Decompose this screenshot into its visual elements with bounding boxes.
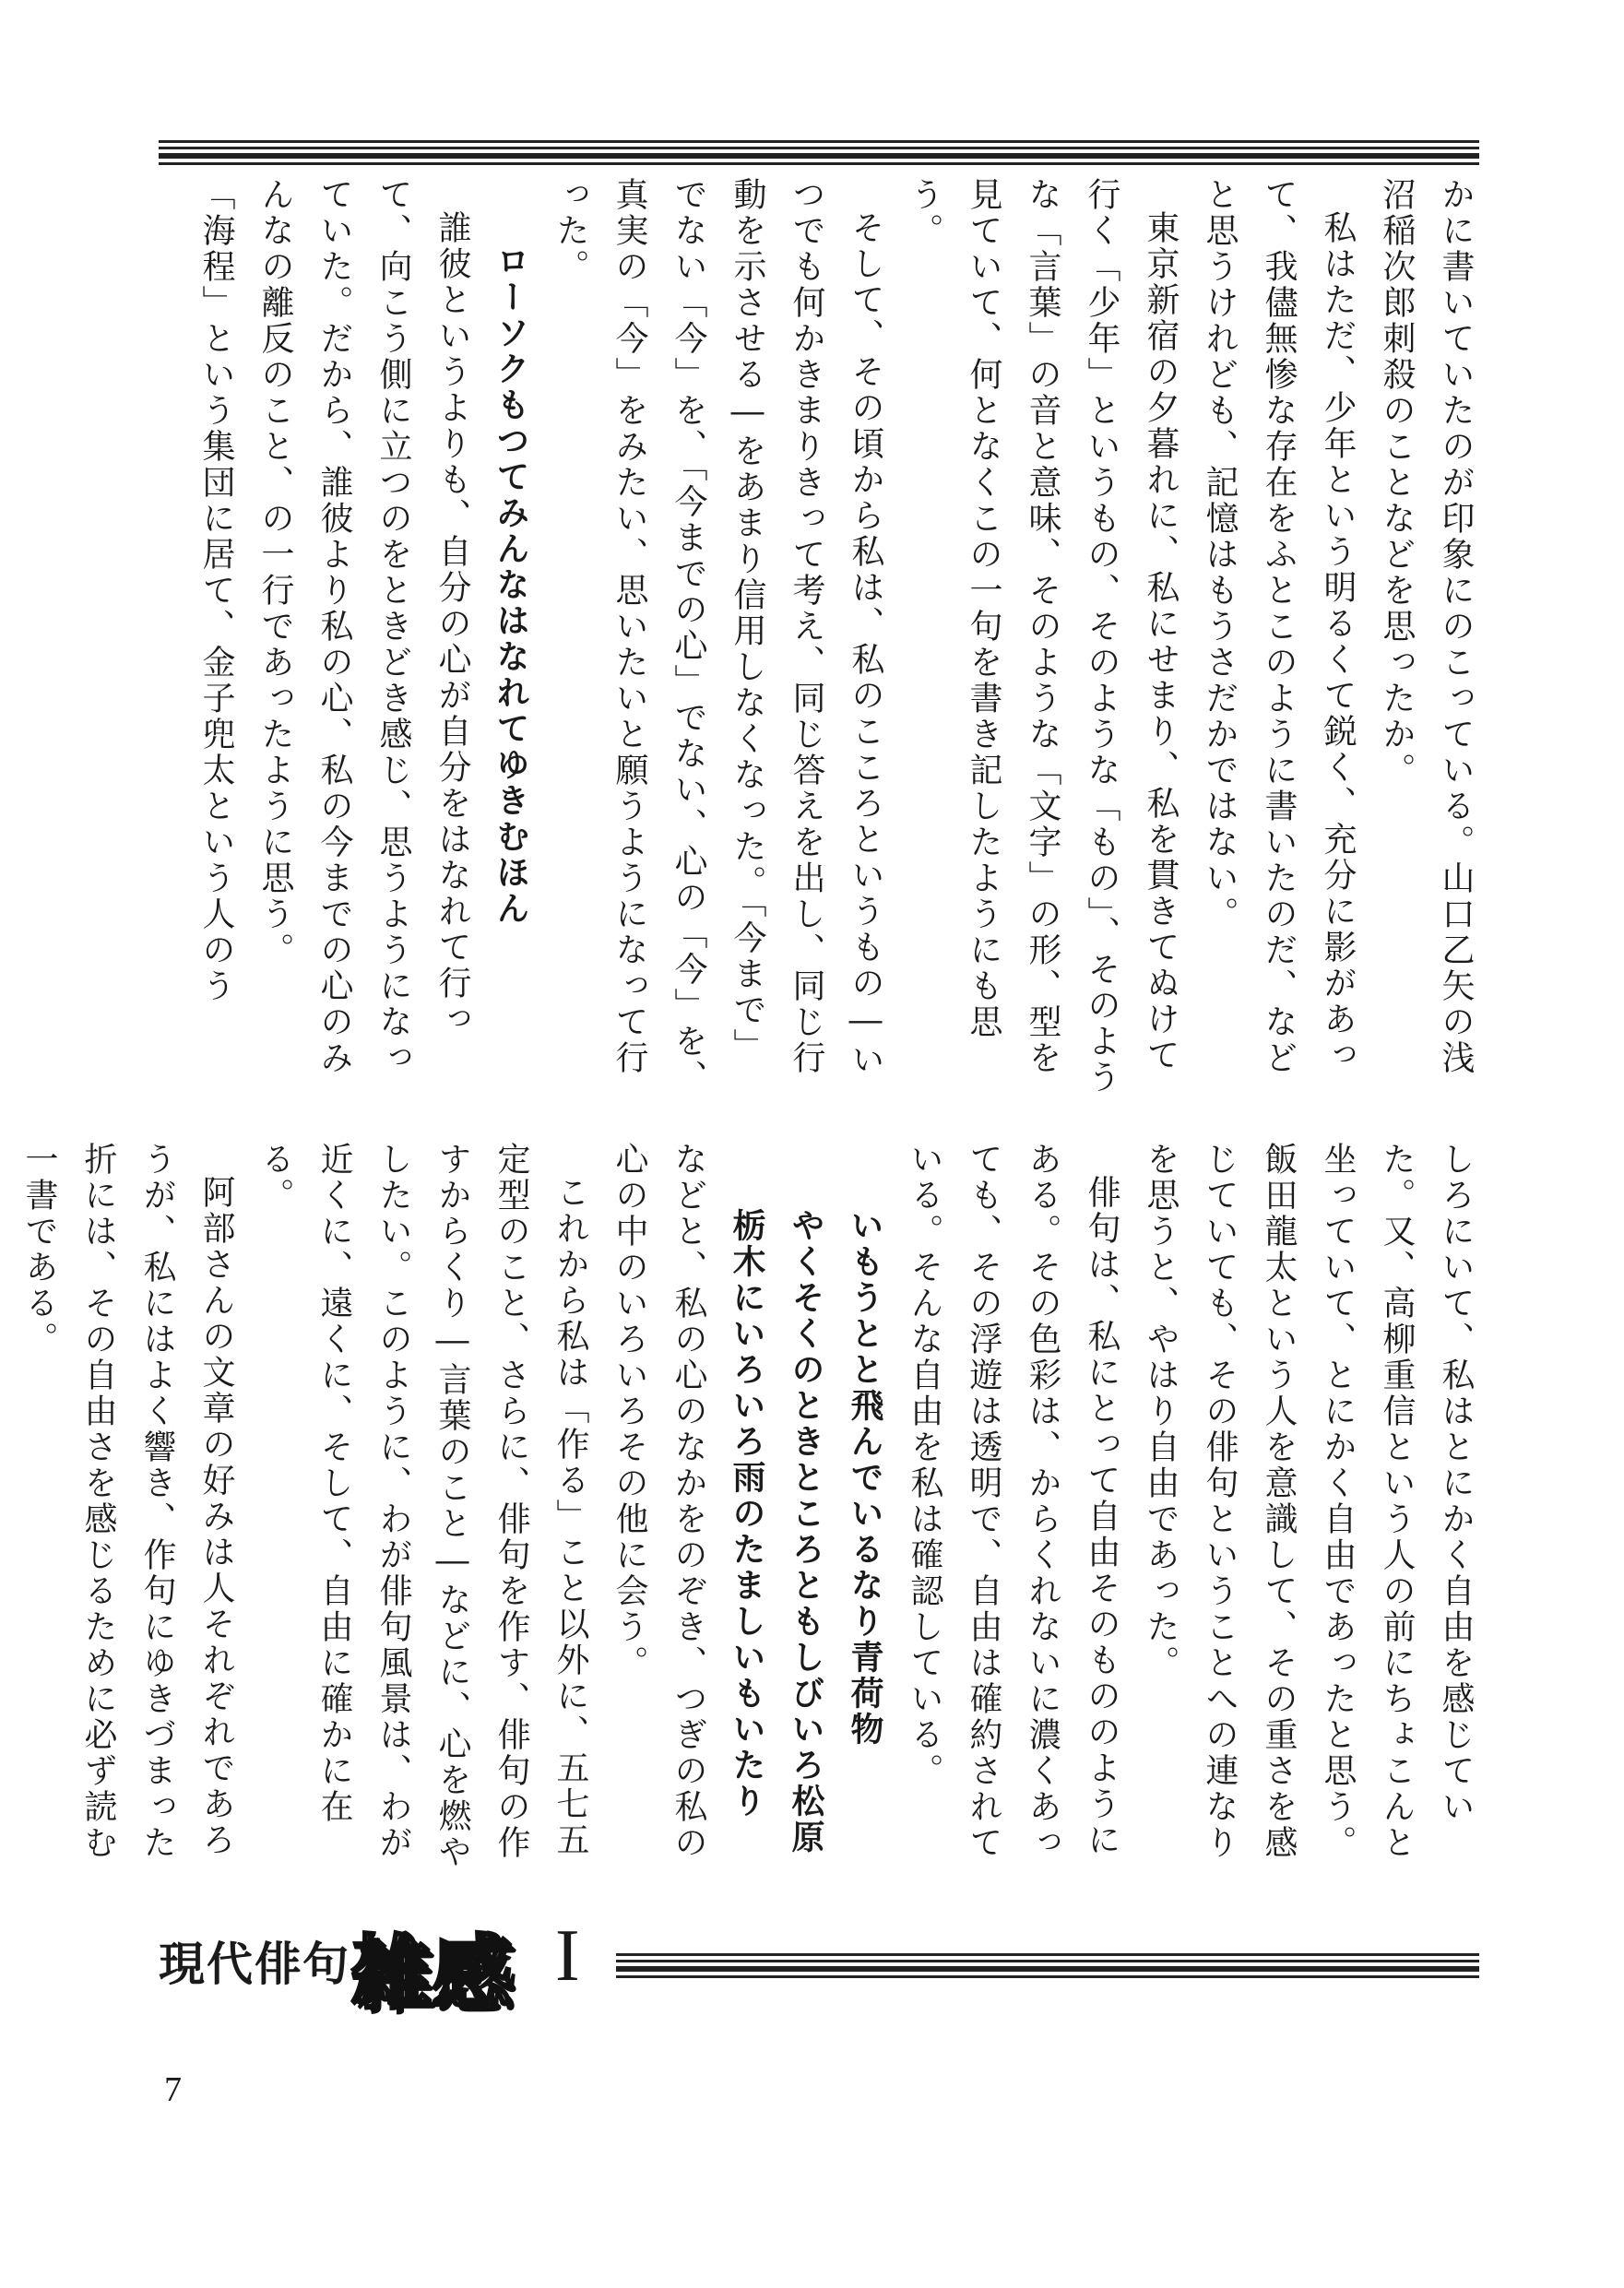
paragraph: そして、その頃から私は、私のこころというもの―いつでも何かきまりきって考え、同じ答えを出し、同じ行動を示させる―をあまり信用しなくなった。「今まで」でない「今」を、「今までの心」でない、心の「今」を、真実の「今」をみたい、思いたいと願うようになって行った。	[551, 177, 884, 1096]
paragraph: 誰彼というよりも、自分の心が自分をはなれて行って、向こう側に立つのをときどき感じ、思うようになっていた。だから、誰彼より私の心、私の今までの心のみんなの離反のこと、の一行であったように思う。	[256, 177, 471, 1076]
haiku-line: ローソクもつてみんなはなれてゆきむほん	[492, 243, 530, 927]
bottom-rule	[616, 1953, 1479, 1978]
paragraph: 俳句は、私にとって自由そのもののようにある。その色彩は、からくれないに濃くあっても、その浮遊は透明で、自由は確約されている。そんな自由を私は確認している。	[906, 1142, 1120, 1861]
paragraph: などと、私の心のなかをのぞき、つぎの私の心の中のいろいろその他に会う。	[610, 1142, 707, 1861]
top-rule	[159, 140, 1479, 165]
running-title	[159, 1909, 620, 2020]
lower-text-block	[20, 1142, 1485, 1879]
paragraph: 「海程」という集団に居て、金子兜太という人のう	[197, 177, 235, 1004]
haiku-line: 栃木にいろいろ雨のたましいもいたり	[728, 1208, 766, 1820]
paragraph: 私はただ、少年という明るくて鋭く、充分に影があって、我儘無惨な存在をふとこのように書いたのだ、などと思うけれども、記憶はもうさだかではない。	[1201, 177, 1357, 1076]
page-number: 7	[164, 2070, 182, 2109]
upper-text-block	[194, 177, 1485, 1099]
running-title-big: 雑感	[350, 1926, 514, 2021]
paragraph: しろにいて、私はとにかく自由を感じていた。又、高柳重信という人の前にちょこんと坐っていて、とにかく自由であったと思う。飯田龍太という人を意識して、その重さを感じていても、その俳句ということへの連なりを思うと、やはり自由であった。	[1142, 1142, 1475, 1861]
paragraph: 阿部さんの文章の好みは人それぞれであろうが、私にはよく響き、作句にゆきづまった折には、その自由さを感じるために必ず読む一書である。	[20, 1142, 235, 1861]
paragraph: これから私は「作る」こと以外に、五七五定型のこと、さらに、俳句を作す、俳句の作すからくり―言葉のこと―などに、心を燃やしたい。このように、わが俳句風景は、わが近くに、遠くに、そして、自由に確かに在る。	[256, 1142, 589, 1870]
haiku-line: いもうとと飛んでいるなり青荷物	[846, 1208, 884, 1748]
paragraph: かに書いていたのが印象にのこっている。山口乙矢の浅沼稲次郎刺殺のことなどを思ったか。	[1378, 177, 1475, 1076]
running-title-small: 現代俳句	[159, 1937, 350, 1991]
haiku-line: やくそくのときところともしびいろ松原	[787, 1208, 825, 1855]
running-title-volume: I	[555, 1915, 580, 1997]
paragraph: 東京新宿の夕暮れに、私にせまり、私を貫きてぬけて行く「少年」というもの、そのような「もの」、そのような「言葉」の音と意味、そのような「文字」の形、型を見ていて、何となくこの一句を書き記したようにも思う。	[906, 177, 1179, 1096]
